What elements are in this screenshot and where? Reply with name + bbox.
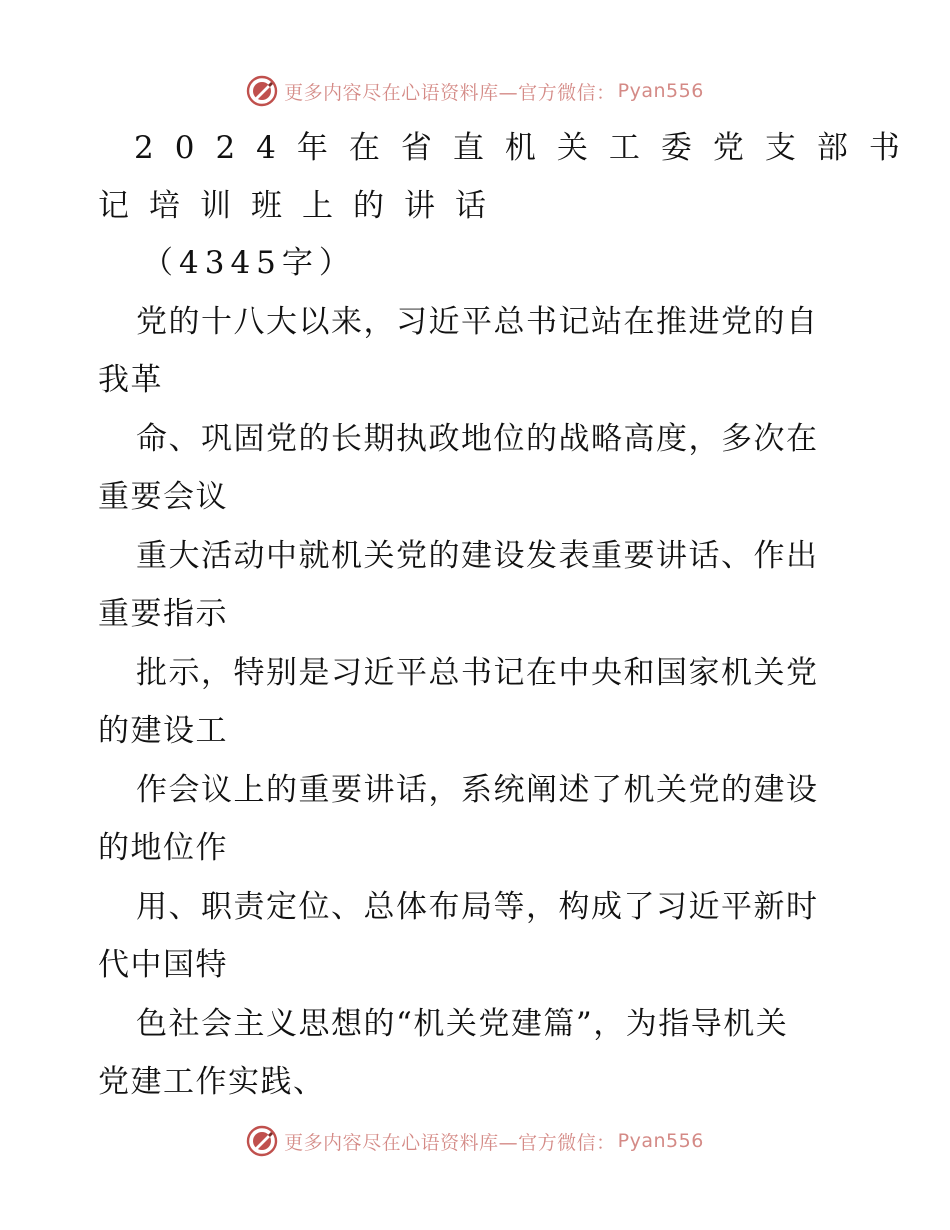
document-title-line-2: 记培训班上的讲话 [98, 188, 506, 224]
body-line: 色社会主义思想的“机关党建篇”，为指导机关 [136, 1006, 789, 1042]
watermark-text: 更多内容尽在心语资料库—官方微信： [284, 81, 616, 104]
body-line: 的地位作 [98, 830, 228, 866]
body-line: 党的十八大以来，习近平总书记站在推进党的自 [136, 304, 819, 340]
body-line: 作会议上的重要讲话，系统阐述了机关党的建设 [136, 772, 819, 808]
pen-logo-icon [246, 75, 278, 107]
word-count: （4345字） [142, 245, 356, 281]
body-line: 我革 [98, 362, 163, 398]
body-line: 代中国特 [98, 947, 228, 983]
body-line: 用、职责定位、总体布局等，构成了习近平新时 [136, 889, 819, 925]
pen-logo-icon [246, 1125, 278, 1157]
body-line: 党建工作实践、 [98, 1064, 326, 1100]
body-line: 重要会议 [98, 479, 228, 515]
body-line: 的建设工 [98, 713, 228, 749]
body-line: 命、巩固党的长期执政地位的战略高度，多次在 [136, 421, 819, 457]
header-watermark [0, 71, 950, 111]
body-line: 批示，特别是习近平总书记在中央和国家机关党 [136, 655, 819, 691]
watermark-wechat-id: Pyan556 [617, 1130, 704, 1152]
document-title-line-1: 2024年在省直机关工委党支部书 [134, 130, 921, 166]
footer-watermark [0, 1121, 950, 1161]
watermark-text: 更多内容尽在心语资料库—官方微信： [284, 1131, 616, 1154]
watermark-wechat-id: Pyan556 [617, 80, 704, 102]
body-line: 重大活动中就机关党的建设发表重要讲话、作出 [136, 538, 819, 574]
body-line: 重要指示 [98, 596, 228, 632]
